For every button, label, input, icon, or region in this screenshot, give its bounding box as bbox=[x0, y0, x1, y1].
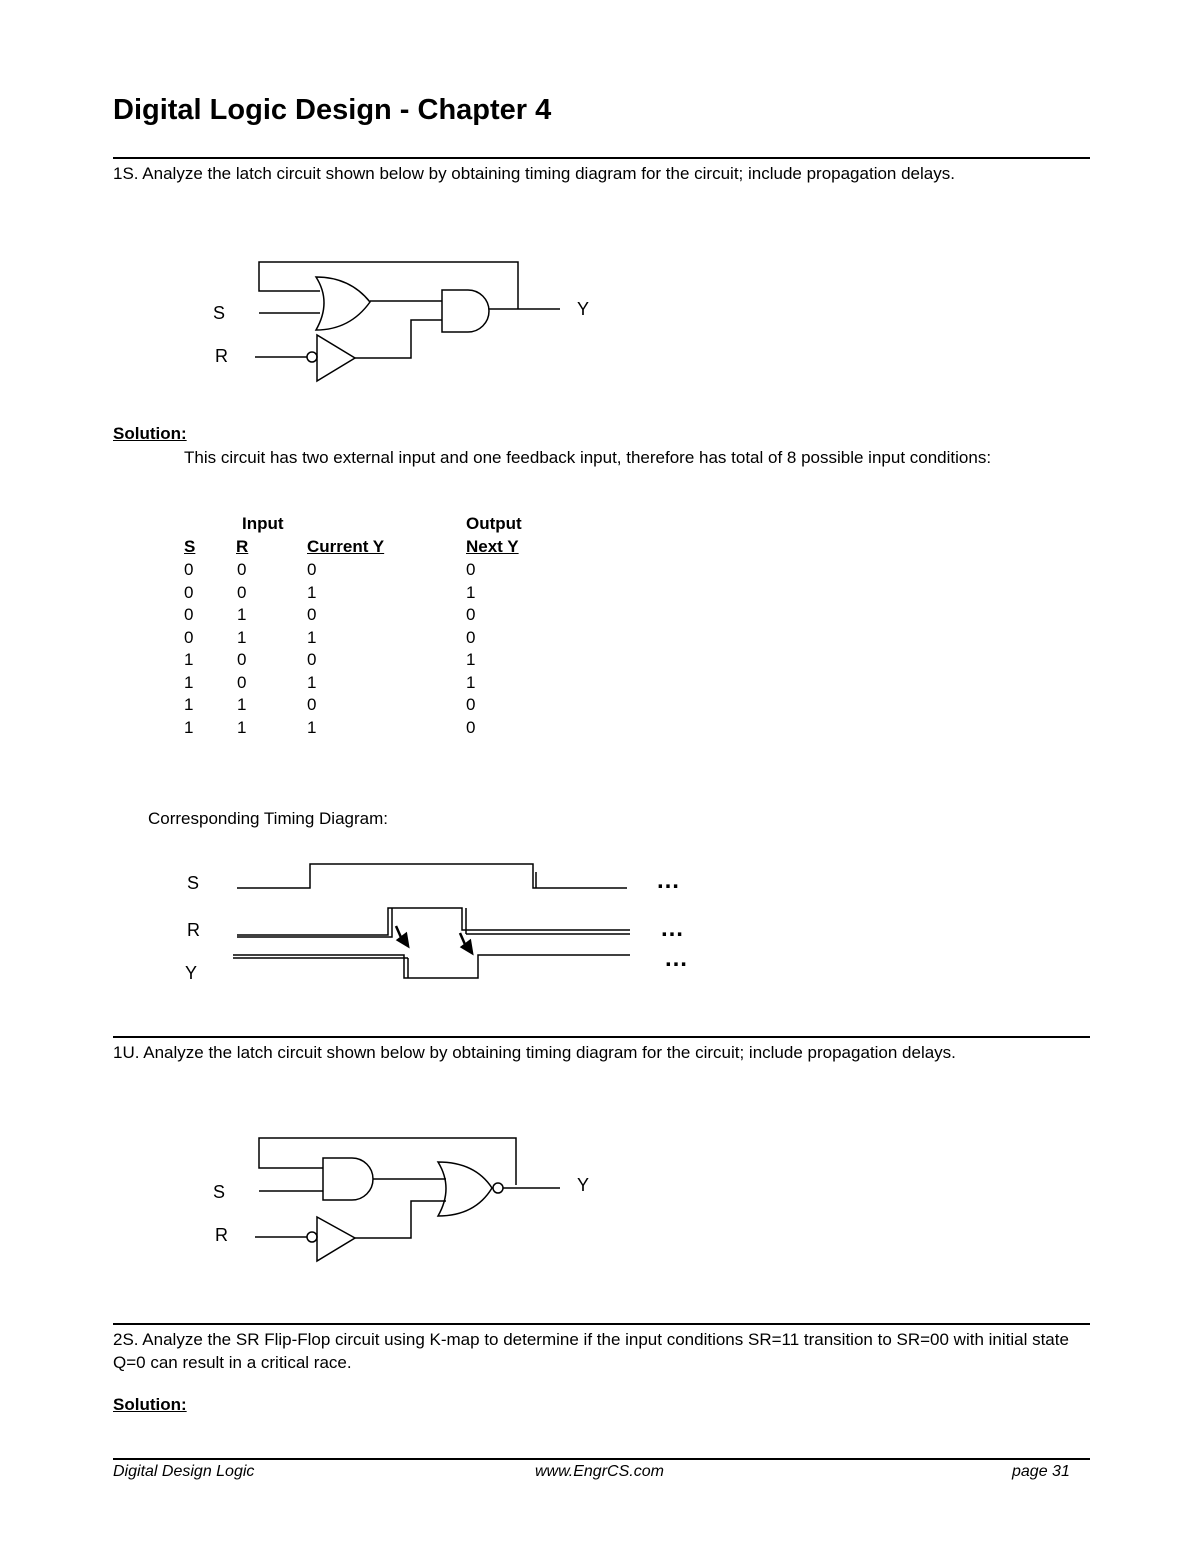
table-cell: 1 bbox=[466, 650, 476, 669]
latch-circuit-1s bbox=[200, 250, 620, 390]
table-group-input: Input bbox=[242, 514, 284, 533]
footer-page-number: page 31 bbox=[1012, 1463, 1070, 1480]
divider bbox=[113, 1036, 1090, 1038]
question-1u-text: 1U. Analyze the latch circuit shown below by obtaining timing diagram for the circuit; include propagation delays. bbox=[113, 1043, 956, 1062]
table-cell: 1 bbox=[237, 605, 247, 624]
timing-diagram-label: Corresponding Timing Diagram: bbox=[148, 809, 388, 828]
table-cell: 0 bbox=[184, 628, 194, 647]
table-cell: 0 bbox=[184, 560, 194, 579]
table-cell: 0 bbox=[307, 605, 317, 624]
table-header-r: R bbox=[236, 537, 249, 556]
table-cell: 1 bbox=[466, 583, 476, 602]
input-s-label: S bbox=[213, 303, 226, 323]
table-cell: 0 bbox=[466, 628, 476, 647]
table-cell: 0 bbox=[237, 673, 247, 692]
ellipsis-r: … bbox=[660, 915, 684, 942]
timing-signal-y: Y bbox=[185, 963, 198, 983]
solution-text: This circuit has two external input and one feedback input, therefore has total of 8 possible input conditions: bbox=[184, 448, 992, 467]
table-cell: 0 bbox=[307, 560, 317, 579]
ellipsis-y: … bbox=[664, 945, 688, 972]
ellipsis-s: … bbox=[656, 867, 680, 894]
table-cell: 1 bbox=[184, 673, 194, 692]
table-cell: 0 bbox=[237, 560, 247, 579]
table-group-output: Output bbox=[466, 514, 522, 533]
table-cell: 1 bbox=[466, 673, 476, 692]
input-r-label: R bbox=[215, 1225, 228, 1245]
table-header-current-y: Current Y bbox=[307, 537, 385, 556]
footer-divider bbox=[113, 1458, 1090, 1460]
table-cell: 0 bbox=[466, 605, 476, 624]
solution-label: Solution: bbox=[113, 1395, 187, 1414]
latch-circuit-1u bbox=[200, 1128, 620, 1273]
divider bbox=[113, 1323, 1090, 1325]
question-1s-text: 1S. Analyze the latch circuit shown below by obtaining timing diagram for the circuit; include propagation delays. bbox=[113, 164, 955, 183]
output-y-label: Y bbox=[577, 299, 590, 319]
footer-url: www.EngrCS.com bbox=[535, 1463, 664, 1480]
timing-signal-s: S bbox=[187, 873, 200, 893]
divider bbox=[113, 157, 1090, 159]
table-cell: 1 bbox=[307, 673, 317, 692]
table-cell: 1 bbox=[184, 650, 194, 669]
table-cell: 1 bbox=[184, 718, 194, 737]
timing-signal-r: R bbox=[187, 920, 200, 940]
table-cell: 0 bbox=[237, 650, 247, 669]
timing-diagram bbox=[170, 850, 730, 990]
table-cell: 0 bbox=[184, 605, 194, 624]
table-cell: 1 bbox=[307, 628, 317, 647]
table-cell: 1 bbox=[237, 695, 247, 714]
table-cell: 0 bbox=[466, 695, 476, 714]
table-cell: 0 bbox=[237, 583, 247, 602]
table-cell: 0 bbox=[466, 718, 476, 737]
table-header-next-y: Next Y bbox=[466, 537, 519, 556]
table-cell: 1 bbox=[184, 695, 194, 714]
page-title: Digital Logic Design - Chapter 4 bbox=[113, 94, 552, 126]
question-2s-text: 2S. Analyze the SR Flip-Flop circuit using K-map to determine if the input conditions SR=11 transition to SR=00 with initial state Q=0 can result in a critical race. bbox=[113, 1330, 1069, 1372]
table-cell: 1 bbox=[307, 718, 317, 737]
table-header-s: S bbox=[184, 537, 196, 556]
output-y-label: Y bbox=[577, 1175, 590, 1195]
input-s-label: S bbox=[213, 1182, 226, 1202]
table-cell: 0 bbox=[466, 560, 476, 579]
table-cell: 1 bbox=[237, 718, 247, 737]
footer-left: Digital Design Logic bbox=[113, 1463, 255, 1480]
table-cell: 0 bbox=[307, 695, 317, 714]
table-cell: 0 bbox=[184, 583, 194, 602]
table-cell: 0 bbox=[307, 650, 317, 669]
solution-label: Solution: bbox=[113, 424, 187, 443]
input-r-label: R bbox=[215, 346, 228, 366]
table-cell: 1 bbox=[307, 583, 317, 602]
table-cell: 1 bbox=[237, 628, 247, 647]
